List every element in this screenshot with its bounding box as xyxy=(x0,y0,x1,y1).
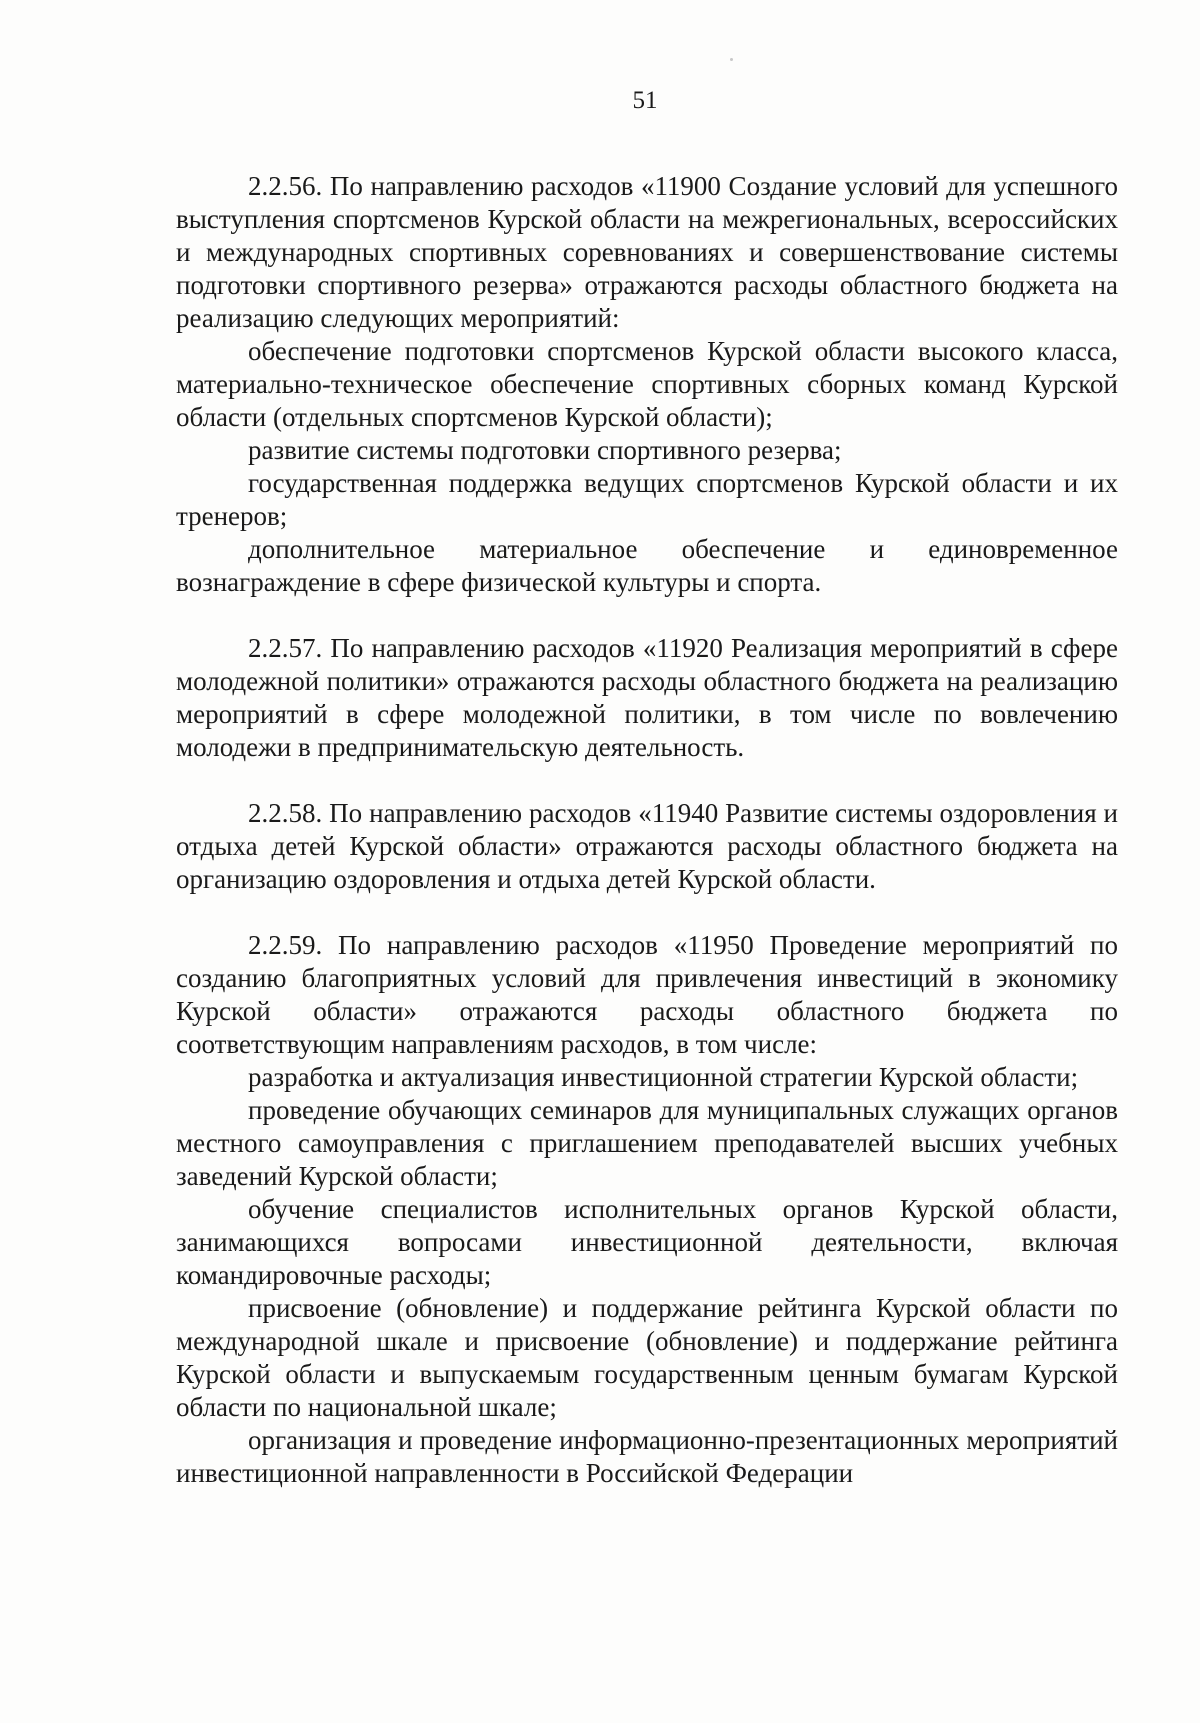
list-item-paragraph: разработка и актуализация инвестиционной стратегии Курской области; xyxy=(248,1062,1079,1092)
list-item-paragraph: обеспечение подготовки спортсменов Курской области высокого класса, материально-техническое обеспечение спортивных сборных команд Курской области (отдельных спортсменов Курской области); xyxy=(176,336,1118,432)
list-item-paragraph: развитие системы подготовки спортивного резерва; xyxy=(248,435,842,465)
list-item-paragraph: проведение обучающих семинаров для муниципальных служащих органов местного самоуправления с приглашением преподавателей высших учебных заведений Курской области; xyxy=(176,1095,1118,1191)
list-item-paragraph: государственная поддержка ведущих спортсменов Курской области и их тренеров; xyxy=(176,468,1118,531)
list-item-paragraph: обучение специалистов исполнительных органов Курской области, занимающихся вопросами инвестиционной деятельности, включая командировочные расходы; xyxy=(176,1194,1118,1290)
page-number: 51 xyxy=(632,87,658,114)
list-item-paragraph: организация и проведение информационно-презентационных мероприятий инвестиционной направленности в Российской Федерации xyxy=(176,1425,1118,1488)
section-2-2-57 xyxy=(176,632,1118,764)
section-2-2-59 xyxy=(176,929,1118,1490)
section-2-2-58 xyxy=(176,797,1118,896)
section-heading-paragraph: 2.2.56. По направлению расходов «11900 Создание условий для успешного выступления спортсменов Курской области на межрегиональных, всероссийских и международных спортивных соревнованиях и совершенствование системы подготовки спортивного резерва» отражаются расходы областного бюджета на реализацию следующих мероприятий: xyxy=(176,171,1118,333)
section-heading-paragraph: 2.2.57. По направлению расходов «11920 Реализация мероприятий в сфере молодежной политики» отражаются расходы областного бюджета на реализацию мероприятий в сфере молодежной политики, в том числе по вовлечению молодежи в предпринимательскую деятельность. xyxy=(176,633,1118,762)
list-item-paragraph: дополнительное материальное обеспечение и единовременное вознаграждение в сфере физической культуры и спорта. xyxy=(176,534,1118,597)
list-item-paragraph: присвоение (обновление) и поддержание рейтинга Курской области по международной шкале и присвоение (обновление) и поддержание рейтинга Курской области и выпускаемым государственным ценным бумагам Курской области по национальной шкале; xyxy=(176,1293,1118,1422)
section-heading-paragraph: 2.2.58. По направлению расходов «11940 Развитие системы оздоровления и отдыха детей Курской области» отражаются расходы областного бюджета на организацию оздоровления и отдыха детей Курской области. xyxy=(176,798,1118,894)
section-2-2-56 xyxy=(176,170,1118,599)
scan-speck xyxy=(730,58,733,61)
document-body xyxy=(176,170,1118,1490)
section-heading-paragraph: 2.2.59. По направлению расходов «11950 Проведение мероприятий по созданию благоприятных условий для привлечения инвестиций в экономику Курской области» отражаются расходы областного бюджета по соответствующим направлениям расходов, в том числе: xyxy=(176,930,1118,1059)
